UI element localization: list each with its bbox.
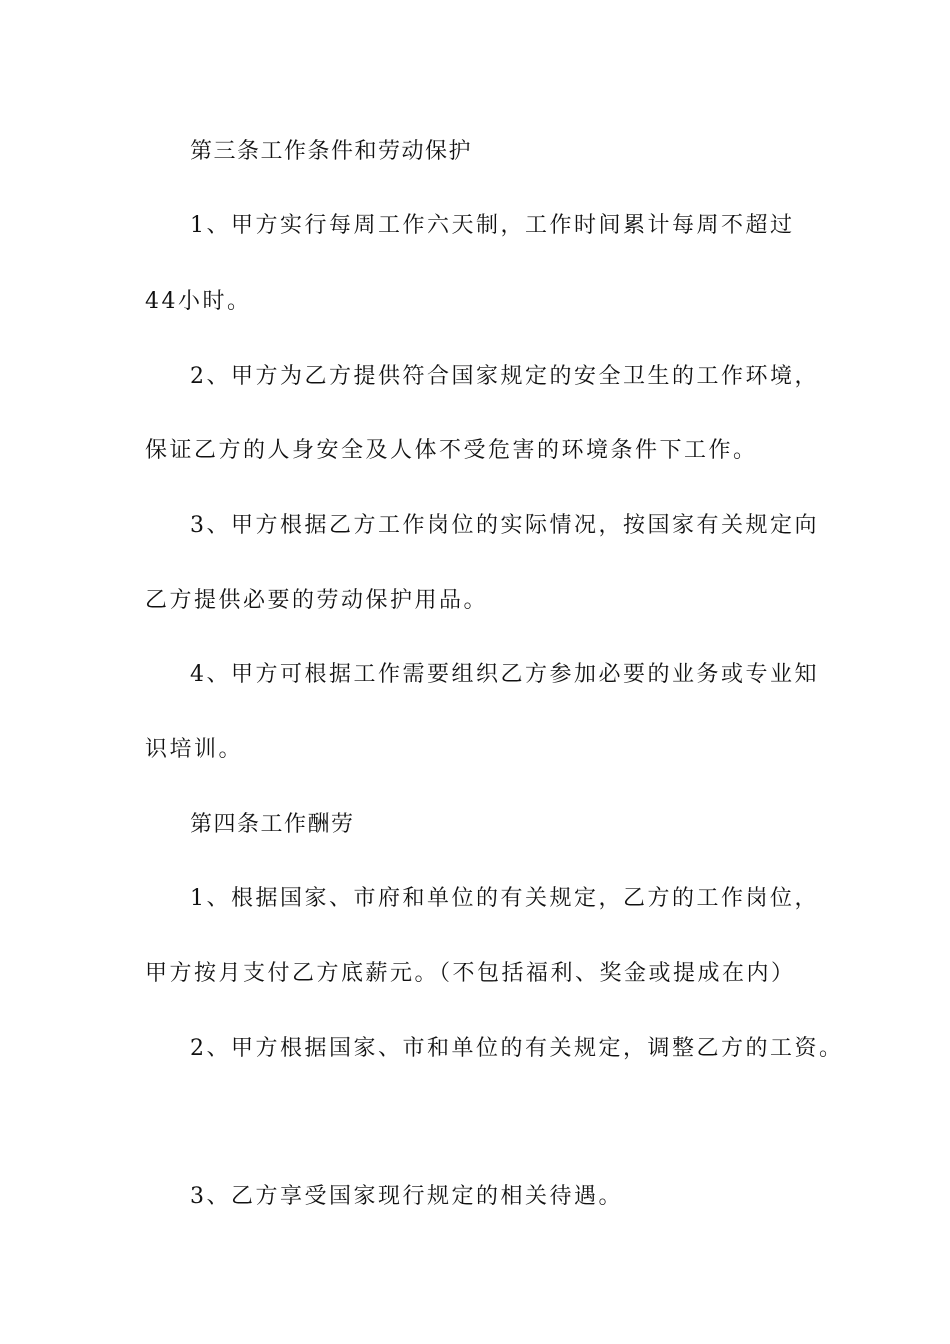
section-3-item-3-line-2: 乙方提供必要的劳动保护用品。	[145, 588, 489, 613]
section-3-item-3-line-1: 3、甲方根据乙方工作岗位的实际情况，按国家有关规定向	[190, 513, 819, 538]
section-4-item-3-line-1: 3、乙方享受国家现行规定的相关待遇。	[190, 1184, 623, 1209]
section-3-item-2-line-2: 保证乙方的人身安全及人体不受危害的环境条件下工作。	[145, 438, 758, 463]
section-3-item-1-line-1: 1、甲方实行每周工作六天制，工作时间累计每周不超过	[190, 213, 795, 238]
section-4-item-1-line-1: 1、根据国家、市府和单位的有关规定，乙方的工作岗位，	[190, 886, 819, 911]
section-3-item-2-line-1: 2、甲方为乙方提供符合国家规定的安全卫生的工作环境，	[190, 364, 819, 389]
section-4-item-1-line-2: 甲方按月支付乙方底薪元。（不包括福利、奖金或提成在内）	[145, 961, 796, 986]
section-3-item-4-line-2: 识培训。	[145, 737, 244, 762]
section-3-item-1-line-2: 44小时。	[145, 289, 252, 314]
section-4-item-2-line-1: 2、甲方根据国家、市和单位的有关规定，调整乙方的工资。	[190, 1036, 844, 1061]
section-3-item-4-line-1: 4、甲方可根据工作需要组织乙方参加必要的业务或专业知	[190, 662, 819, 687]
section-4-heading: 第四条工作酬劳	[190, 812, 355, 837]
section-3-heading: 第三条工作条件和劳动保护	[190, 139, 473, 164]
